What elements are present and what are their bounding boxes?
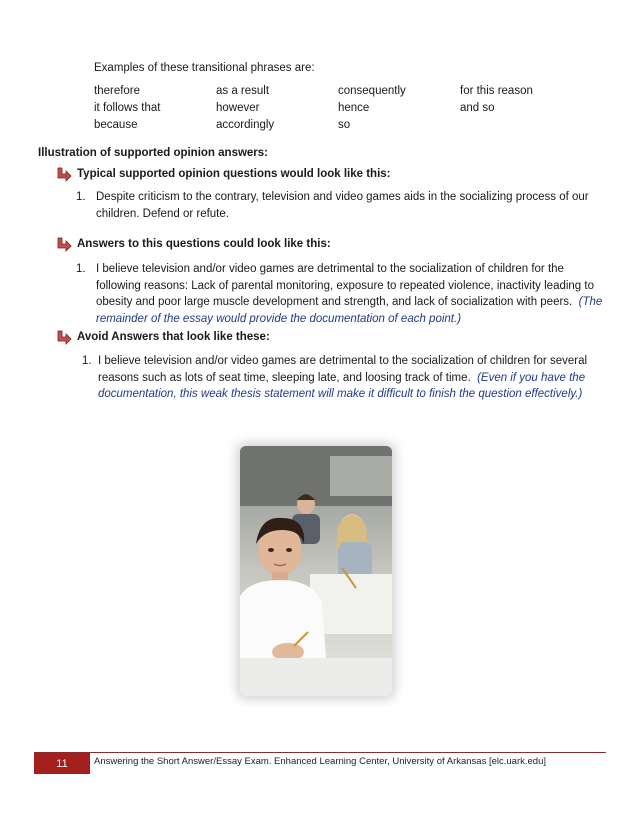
page-number: 11 <box>34 753 90 774</box>
list-item <box>76 261 604 327</box>
phrase: so <box>338 119 351 131</box>
item-text <box>98 353 596 403</box>
phrase: accordingly <box>216 119 275 131</box>
phrase <box>460 118 570 133</box>
check-arrow-icon <box>56 329 72 345</box>
subheading-label: Typical supported opinion questions would look like this: <box>77 168 391 180</box>
phrase: for this reason <box>460 85 533 97</box>
phrase: because <box>94 119 138 131</box>
transitions-intro: Examples of these transitional phrases are: <box>94 62 315 74</box>
phrase: however <box>216 102 260 114</box>
footer-text: Answering the Short Answer/Essay Exam. Enhanced Learning Center, University of Arkansas [elc.uark.edu] <box>94 756 547 767</box>
item-note: (Even if you have the documentation, this weak thesis statement will make it difficult to finish the question effectively.) <box>98 371 586 400</box>
subheading-avoid-answers <box>56 329 270 345</box>
phrase: as a result <box>216 85 270 97</box>
phrase: consequently <box>338 85 406 97</box>
students-in-classroom-photo <box>240 446 392 696</box>
subheading-typical-questions <box>56 166 391 182</box>
subheading-label: Answers to this questions could look like this: <box>77 238 331 250</box>
item-body: I believe television and/or video games are detrimental to the socialization of children for several reasons such as lots of seat time, sleeping late, and loosing track of time. <box>98 355 588 384</box>
check-arrow-icon <box>56 166 72 182</box>
item-number: 1. <box>82 355 92 367</box>
subheading-answers <box>56 236 331 252</box>
item-text: Despite criticism to the contrary, television and video games aids in the socializing process of our children. Defend or refute. <box>96 191 589 220</box>
phrase: therefore <box>94 85 141 97</box>
subheading-label: Avoid Answers that look like these: <box>77 331 270 343</box>
list-item <box>76 189 596 222</box>
page-footer <box>34 752 606 775</box>
phrase: and so <box>460 102 495 114</box>
list-item <box>82 353 596 403</box>
check-arrow-icon <box>56 236 72 252</box>
item-note: (The remainder of the essay would provide the documentation of each point.) <box>96 296 603 325</box>
section-title: Illustration of supported opinion answers: <box>38 147 269 159</box>
phrase: hence <box>338 102 370 114</box>
item-body: I believe television and/or video games are detrimental to the socialization of children for the following reasons: Lack of parental monitoring, exposure to repeated violence, inactivity leading to obesity and poor large muscle development and strength, and lack of socialization with peers. <box>96 263 594 308</box>
transitional-phrases-table <box>94 84 570 133</box>
phrase: it follows that <box>94 102 161 114</box>
item-number: 1. <box>76 263 86 275</box>
item-number: 1. <box>76 191 86 203</box>
item-text <box>96 261 604 327</box>
